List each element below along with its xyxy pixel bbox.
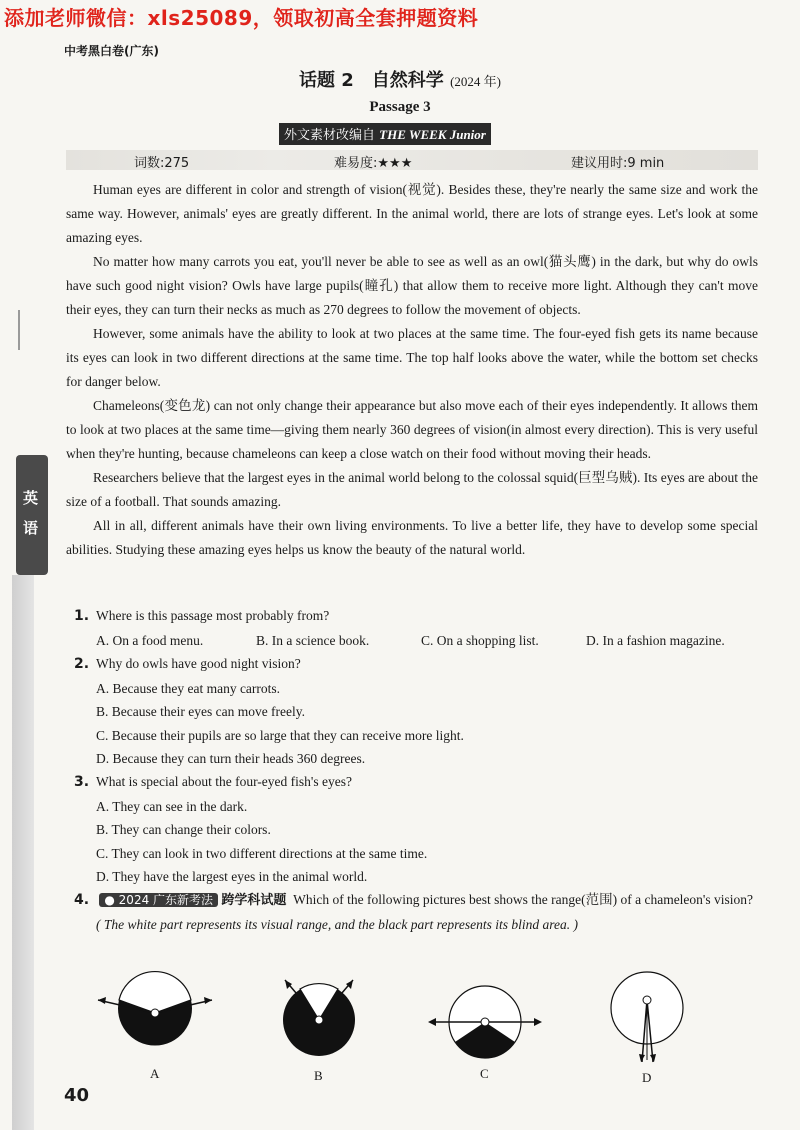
question-number: 4.	[74, 892, 90, 908]
option-a: A. Because they eat many carrots.	[96, 680, 281, 696]
question-1	[74, 604, 764, 652]
question-2	[74, 652, 764, 771]
page-number: 40	[64, 1085, 90, 1106]
margin-bar	[12, 575, 34, 1130]
series-title: 中考黑白卷(广东)	[64, 44, 159, 58]
option-c: C. They can look in two different directions at the same time.	[96, 845, 428, 861]
option-d: D. Because they can turn their heads 360 degrees.	[96, 751, 366, 766]
paragraph: Researchers believe that the largest eyes in the animal world belong to the colossal squid(巨型乌贼). Its eyes are about the size of a football. That sounds amazing.	[66, 470, 758, 509]
picture-label-c: C	[480, 1066, 489, 1081]
option-b: B. They can change their colors.	[96, 822, 271, 837]
option-c: C. Because their pupils are so large that they can receive more light.	[96, 727, 464, 743]
question-note: ( The white part represents its visual range, and the black part represents its blind area. )	[96, 916, 578, 932]
picture-a	[98, 972, 212, 1046]
question-number: 2.	[74, 656, 90, 672]
option-d: D. They have the largest eyes in the animal world.	[96, 869, 368, 884]
paragraph: However, some animals have the ability to look at two places at the same time. The four-eyed fish gets its name because its eyes can look in two different directions at the same time. The top half looks above the water, while the bottom set checks for danger below.	[66, 326, 758, 389]
picture-label-a: A	[150, 1066, 160, 1081]
question-stem: Where is this passage most probably from?	[96, 608, 330, 623]
source-banner	[279, 123, 491, 145]
option-a: A. They can see in the dark.	[96, 798, 248, 814]
picture-d	[611, 972, 683, 1062]
info-bar	[66, 150, 758, 170]
question-3	[74, 770, 764, 889]
question-number: 1.	[74, 608, 90, 624]
topic-heading	[0, 66, 800, 92]
question-number: 3.	[74, 774, 90, 790]
topic-year: (2024 年)	[450, 74, 501, 89]
paragraph: No matter how many carrots you eat, you'll never be able to see as well as an owl(猫头鹰) in the dark, but why do owls have such good night vision? Owls have large pupils(瞳孔) that allow them to receive more light. Although they can't move their eyes, they can turn their necks as much as 270 degrees to follow the movement of objects.	[66, 254, 758, 317]
paragraph: Chameleons(变色龙) can not only change their appearance but also move each of their eyes independently. It allows them to look at two places at the same time—giving them nearly 360 degrees of vision(in almost every direction). This is very useful when they're hunting, because chameleons can keep a close watch on their food without moving their heads.	[66, 398, 758, 461]
suggested-time: 建议用时:9 min	[571, 156, 665, 171]
option-b: B. Because their eyes can move freely.	[96, 704, 306, 719]
topic-title: 话题 2 自然科学	[299, 70, 444, 91]
paragraph: All in all, different animals have their own living environments. To live a better life, they have to develop some special abilities. Studying these amazing eyes helps us know the beauty of the natural world.	[66, 518, 758, 557]
difficulty: 难易度:★★★	[334, 156, 413, 171]
badge-text: 2024 广东新考法	[118, 893, 214, 907]
passage-title: Passage 3	[369, 99, 431, 115]
question-stem: What is special about the four-eyed fish's eyes?	[96, 774, 352, 789]
new-exam-badge: ● 2024 广东新考法	[99, 893, 218, 907]
watermark-text: 添加老师微信：xls25089，领取初高全套押题资料	[4, 6, 479, 30]
source-title: THE WEEK Junior	[379, 127, 486, 142]
question-stem: Why do owls have good night vision?	[96, 656, 301, 671]
paragraph: Human eyes are different in color and strength of vision(视觉). Besides these, they're nearly the same size and work the same way. However, animals' eyes are greatly different. In the animal world, there are lots of strange eyes. Let's look at some amazing eyes.	[66, 182, 758, 245]
picture-label-d: D	[642, 1070, 652, 1085]
picture-label-b: B	[314, 1068, 323, 1083]
picture-c	[428, 986, 542, 1058]
option-a: A. On a food menu.	[96, 632, 204, 648]
option-c: C. On a shopping list.	[421, 632, 539, 648]
option-b: B. In a science book.	[256, 632, 370, 648]
vision-diagrams	[0, 970, 800, 1090]
subject-char-2: 语	[23, 519, 39, 537]
option-d: D. In a fashion magazine.	[586, 632, 725, 648]
question-4	[74, 888, 764, 936]
margin-mark	[18, 310, 20, 350]
subject-tab	[16, 455, 48, 575]
subject-char-1: 英	[23, 489, 39, 507]
question-stem: Which of the following pictures best shows the range(范围) of a chameleon's vision?	[293, 892, 753, 907]
source-prefix: 外文素材改编自	[284, 128, 376, 143]
word-count: 词数:275	[134, 156, 190, 171]
picture-b	[283, 980, 355, 1056]
cross-subject-tag: 跨学科试题	[221, 893, 287, 908]
passage-body	[66, 178, 758, 562]
